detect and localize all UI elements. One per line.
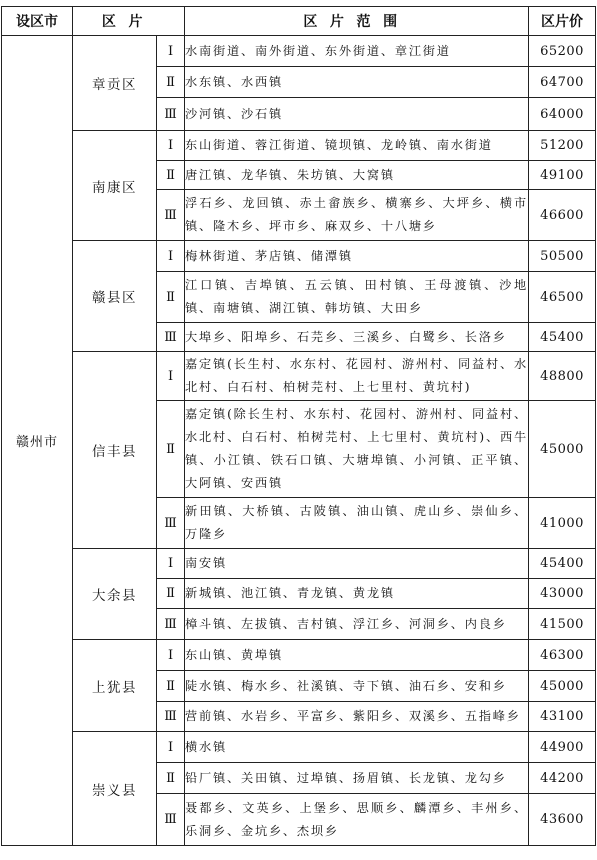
table-row [2, 732, 596, 763]
city-cell: 赣州市 [2, 36, 73, 846]
table-row [2, 640, 596, 671]
district-name-cell: 大余县 [73, 549, 157, 640]
district-name-cell: 上犹县 [73, 640, 157, 732]
area-cell: 沙河镇、沙石镇 [185, 98, 529, 131]
price-cell: 45000 [529, 671, 596, 702]
grade-cell: Ⅰ [157, 36, 185, 67]
area-cell: 营前镇、水岩乡、平富乡、紫阳乡、双溪乡、五指峰乡 [185, 702, 529, 732]
area-cell: 浮石乡、龙回镇、赤土畲族乡、横寨乡、大坪乡、横市镇、隆木乡、坪市乡、麻双乡、十八塘乡 [185, 190, 529, 241]
price-cell: 45000 [529, 401, 596, 498]
grade-cell: Ⅱ [157, 763, 185, 794]
area-cell: 铅厂镇、关田镇、过埠镇、扬眉镇、长龙镇、龙勾乡 [185, 763, 529, 794]
area-cell: 嘉定镇(除长生村、水东村、花园村、游州村、同益村、水北村、白石村、柏树芫村、上七里村、黄坑村)、西牛镇、小江镇、铁石口镇、大塘埠镇、小河镇、正平镇、大阿镇、安西镇 [185, 401, 529, 498]
grade-cell: Ⅲ [157, 498, 185, 549]
area-cell: 聂都乡、文英乡、上堡乡、思顺乡、麟潭乡、丰州乡、乐洞乡、金坑乡、杰坝乡 [185, 794, 529, 846]
grade-cell: Ⅲ [157, 190, 185, 241]
district-name-cell: 赣县区 [73, 241, 157, 352]
grade-cell: Ⅲ [157, 794, 185, 846]
district-name-cell: 崇义县 [73, 732, 157, 846]
price-cell: 46600 [529, 190, 596, 241]
price-cell: 43100 [529, 702, 596, 732]
price-cell: 46300 [529, 640, 596, 671]
header-area-label: 区片范围 [303, 14, 410, 30]
price-cell: 44900 [529, 732, 596, 763]
price-cell: 50500 [529, 241, 596, 272]
grade-cell: Ⅲ [157, 609, 185, 640]
grade-cell: Ⅲ [157, 98, 185, 131]
price-cell: 49100 [529, 161, 596, 190]
area-cell: 水东镇、水西镇 [185, 67, 529, 98]
header-area [185, 7, 529, 36]
district-name-cell: 章贡区 [73, 36, 157, 131]
grade-cell: Ⅰ [157, 131, 185, 161]
table-row [2, 352, 596, 401]
header-city: 设区市 [2, 7, 73, 36]
price-cell: 64000 [529, 98, 596, 131]
price-cell: 41000 [529, 498, 596, 549]
area-cell: 大埠乡、阳埠乡、石芫乡、三溪乡、白鹭乡、长洛乡 [185, 323, 529, 352]
area-cell: 新城镇、池江镇、青龙镇、黄龙镇 [185, 579, 529, 609]
area-cell: 横水镇 [185, 732, 529, 763]
price-cell: 44200 [529, 763, 596, 794]
header-row [2, 7, 596, 36]
table-row [2, 241, 596, 272]
grade-cell: Ⅰ [157, 549, 185, 579]
price-cell: 43600 [529, 794, 596, 846]
area-cell: 南安镇 [185, 549, 529, 579]
area-cell: 陡水镇、梅水乡、社溪镇、寺下镇、油石乡、安和乡 [185, 671, 529, 702]
area-cell: 樟斗镇、左拔镇、吉村镇、浮江乡、河洞乡、内良乡 [185, 609, 529, 640]
grade-cell: Ⅰ [157, 732, 185, 763]
price-cell: 51200 [529, 131, 596, 161]
area-cell: 唐江镇、龙华镇、朱坊镇、大窝镇 [185, 161, 529, 190]
grade-cell: Ⅱ [157, 579, 185, 609]
grade-cell: Ⅲ [157, 702, 185, 732]
grade-cell: Ⅰ [157, 640, 185, 671]
price-cell: 48800 [529, 352, 596, 401]
area-cell: 水南街道、南外街道、东外街道、章江街道 [185, 36, 529, 67]
district-name-cell: 南康区 [73, 131, 157, 241]
table-row [2, 549, 596, 579]
table-body [2, 36, 596, 846]
area-cell: 梅林街道、茅店镇、储潭镇 [185, 241, 529, 272]
price-cell: 64700 [529, 67, 596, 98]
land-price-table [1, 6, 596, 846]
grade-cell: Ⅱ [157, 401, 185, 498]
table-row [2, 36, 596, 67]
grade-cell: Ⅱ [157, 272, 185, 323]
area-cell: 江口镇、吉埠镇、五云镇、田村镇、王母渡镇、沙地镇、南塘镇、湖江镇、韩坊镇、大田乡 [185, 272, 529, 323]
grade-cell: Ⅰ [157, 241, 185, 272]
district-name-cell: 信丰县 [73, 352, 157, 549]
grade-cell: Ⅰ [157, 352, 185, 401]
grade-cell: Ⅲ [157, 323, 185, 352]
grade-cell: Ⅱ [157, 67, 185, 98]
area-cell: 东山街道、蓉江街道、镜坝镇、龙岭镇、南水街道 [185, 131, 529, 161]
area-cell: 嘉定镇(长生村、水东村、花园村、游州村、同益村、水北村、白石村、柏树芫村、上七里村、黄坑村) [185, 352, 529, 401]
price-cell: 45400 [529, 549, 596, 579]
area-cell: 新田镇、大桥镇、古陂镇、油山镇、虎山乡、崇仙乡、万隆乡 [185, 498, 529, 549]
grade-cell: Ⅱ [157, 161, 185, 190]
header-price: 区片价 [529, 7, 596, 36]
price-cell: 46500 [529, 272, 596, 323]
header-district-label: 区片 [101, 14, 156, 30]
price-cell: 45400 [529, 323, 596, 352]
price-cell: 65200 [529, 36, 596, 67]
header-district [73, 7, 185, 36]
price-cell: 41500 [529, 609, 596, 640]
table-row [2, 131, 596, 161]
grade-cell: Ⅱ [157, 671, 185, 702]
area-cell: 东山镇、黄埠镇 [185, 640, 529, 671]
price-cell: 43000 [529, 579, 596, 609]
